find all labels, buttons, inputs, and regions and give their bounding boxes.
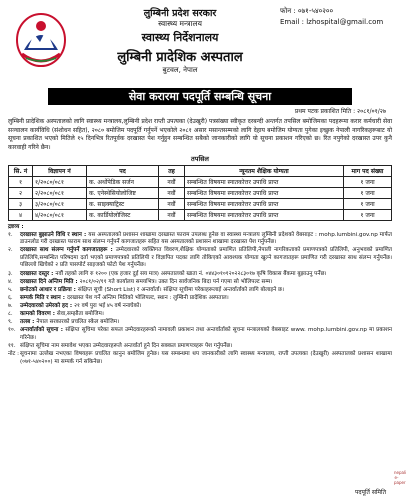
note-text: [20, 287, 392, 295]
table-cell: १ जना: [344, 188, 392, 199]
note-body: २०८१/०२/११ गते कार्यालय समयभित्र। उक्त दिन सार्वजनिक बिदा पर्न गएमा सो भोलिपल्ट सम्म।: [79, 278, 273, 285]
table-cell: सम्बन्धित विषयमा स्नातकोत्तर उपाधि प्राप्त: [185, 210, 344, 221]
note-heading: छनोटको आधार र प्रक्रिया :: [20, 286, 78, 293]
note-heading: सम्पर्क मिति र स्थान :: [20, 294, 67, 301]
note-number: ६.: [8, 294, 13, 301]
intro-paragraph: लुम्बिनी प्रादेशिक अस्पतालको लागि स्वास्थ्य मन्त्रालय,लुम्बिनी प्रदेश राप्ती उपत्यका (देउखुरी) पत्रसंख्या स्वीकृत दरबन्दी अन्तर्गत तपसिल बमोजिमका पदहरूमा करार कर्मचारी सेवा सञ्चालन कार्यविधि (संशोधन सहित), २०८० बमोजिम पदपूर्ति गर्नुपर्ने भएकोले २०८१ असार मसान्तसम्मको लागि देहाय बमोजिम योग्यता पुगेका इच्छुक नेपाली नागरिकहरूबाट यो सूचना प्रकाशित भएको मितिले १५ दिनभित्र रितपूर्वक दरखास्त पेश गर्नुहुन सम्बन्धित सबैको जानकारीको लागि यो सूचना प्रकाशन गरिएको छ। रित नपुगेको दरखास्त उपर कुनै कारवाही गरिने छैन।: [8, 118, 392, 151]
note-number: ७.: [8, 302, 13, 309]
note-number: २.: [8, 247, 13, 254]
table-cell: १ जना: [344, 210, 392, 221]
contact-info: [280, 6, 390, 28]
col-header: सि. नं: [9, 166, 33, 177]
table-cell: ३/२०८०/०८१: [33, 199, 87, 210]
table-header-row: [9, 166, 392, 177]
header: [8, 4, 392, 88]
note-text: [20, 327, 392, 342]
note-item: [8, 271, 392, 279]
note-body: संक्षिप्त सूचिमा परेका सफल उम्मेदवारहरूको नामावली प्रकाशन तथा अन्तर्वार्ताको सूचना मन्त्रालयको वेबसाइट www. mohp.lumbini.gov.np मा प्रकाशन गरिनेछ।: [20, 327, 392, 341]
note-number: १.: [8, 231, 13, 238]
note-item: [8, 295, 392, 303]
note-body: उम्मेदवारको व्यक्तिगत विवरण,शैक्षिक योग्यताको प्रमाणित प्रतिलिपी,नेपाली नागरिकताको प्रमाणपत्रको प्रतिलिपी, अनुभवको प्रमाणित प्रतिलिपि,सम्बन्धित परिषदमा दर्ता भएको प्रमाणपत्रको प्रतिलिपी र विज्ञापित पदका लागि तोकिएको आवश्यक योग्यता खुल्ने कागजातहरू प्रमाणित गरी दरखास्त साथ संलग्न गर्नुपर्नेछ। पछिल्लो खिचेको २ प्रति पासपोर्ट साइजको फोटो पेश गर्नुपर्नेछ।: [20, 247, 392, 269]
note-heading: कामको विवरण :: [20, 311, 57, 318]
note-item: [8, 303, 392, 311]
note-number: ९.: [8, 319, 13, 326]
note-body: संक्षिप्त सूची (Short List) र अन्तर्वार्ता। संक्षिप्त सूचीमा परेकाहरूलाई अन्तर्वार्ताको लागि बोलाइने छ।: [77, 286, 285, 293]
table-caption: तपसिल: [191, 155, 209, 163]
hospital-name: लुम्बिनी प्रादेशिक अस्पताल: [117, 50, 243, 65]
note-heading: दरखास्त दिने अन्तिम मिति :: [20, 278, 80, 285]
note-text: [20, 232, 392, 247]
table-cell: सम्बन्धित विषयमा स्नातकोत्तर उपाधि प्राप्त: [185, 199, 344, 210]
vacancy-table: [8, 165, 392, 221]
table-cell: क. कार्डियोलोजिस्ट: [87, 210, 159, 221]
notes-section: [8, 224, 392, 366]
note-text: [20, 247, 392, 270]
col-header: तह: [159, 166, 185, 177]
note-text: [20, 343, 392, 351]
table-row: [9, 210, 392, 221]
note-item: [8, 279, 392, 287]
note-body: नेपाल सरकारको प्रचलित स्केल बमोजिम।: [36, 319, 120, 326]
table-cell: ४: [9, 210, 33, 221]
note-heading: दरखास्त दस्तुर :: [20, 270, 56, 277]
gov-name: लुम्बिनी प्रदेश सरकार: [143, 8, 217, 19]
table-cell: सम्बन्धित विषयमा स्नातकोत्तर उपाधि प्राप्त: [185, 188, 344, 199]
note-number: ११.: [8, 342, 16, 349]
nepal-emblem-icon: [14, 10, 68, 68]
notes-list: [8, 232, 392, 367]
note-body: २१ वर्ष पुरा भई ४५ वर्ष ननाघेको।: [74, 302, 142, 309]
table-row: [9, 199, 392, 210]
notice-title: सेवा करारमा पदपूर्ति सम्बन्धि सूचना: [48, 88, 352, 105]
table-cell: नवौं: [159, 210, 185, 221]
table-cell: ३: [9, 199, 33, 210]
notes-heading: द्रष्टव्य :: [8, 224, 24, 230]
table-cell: १ जना: [344, 199, 392, 210]
table-cell: क. अर्थोपेडिक सर्जन: [87, 177, 159, 188]
table-row: [9, 177, 392, 188]
note-body: नवौं तहको लागि रु १२०० (एक हजार दुई सय मात्र) अस्पतालको खाता नं. ०४४३०१०१२०२२८३०१७ कृषि विकास बैंकमा बुझाउनु पर्नेछ।: [55, 270, 327, 277]
note-body: सेवा,सम्झौता बमोजिम।: [56, 311, 104, 318]
table-cell: नवौं: [159, 199, 185, 210]
note-item: [8, 287, 392, 295]
table-cell: १ जना: [344, 177, 392, 188]
table-cell: २: [9, 188, 33, 199]
note-text: [20, 295, 392, 303]
directorate-name: स्वास्थ्य निर्देशनालय: [141, 31, 219, 44]
publish-date: प्रथम पटक प्रकाशित मिति : २०८१/०१/२७: [294, 108, 386, 115]
phone-text: फोन : ०७१-५४०२००: [280, 7, 334, 15]
note-body: दरखास्त पेश गर्ने अन्तिम मितिको भोलिपल्ट, स्थान : लुम्बिनी प्रादेशिक अस्पताल।: [66, 294, 229, 301]
note-number: १०.: [8, 327, 16, 334]
table-cell: नवौं: [159, 188, 185, 199]
table-cell: ४/२०८०/०८१: [33, 210, 87, 221]
note-heading: उम्मेदवारको उमेरको हद :: [20, 302, 75, 309]
note-text: [20, 303, 392, 311]
note-text: [20, 311, 392, 319]
note-text: [20, 319, 392, 327]
note-body: संक्षिप्त सूचिमा नाम समावेश भएका उम्मेदवारहरूले अन्तर्वार्ता हुने दिन सक्कल प्रमाणपत्रहरू पेश गर्नुपर्नेछ।: [20, 342, 233, 349]
note-text: [20, 279, 392, 287]
table-cell: १/२०८०/०८१: [33, 177, 87, 188]
note-number: ३.: [8, 270, 13, 277]
ministry-name: स्वास्थ्य मन्त्रालय: [158, 19, 202, 28]
note-heading: दरखास्त साथ संलग्न गर्नुपर्ने कागजातहरू :: [20, 247, 116, 254]
note-text: [20, 271, 392, 279]
note-heading: दरखास्त बुझाउने विधि र स्थान :: [20, 231, 89, 238]
note-item: [8, 311, 392, 319]
note-body: सूचनामा उल्लेख नभएका विषयहरू प्रचलित कानुन बमोजिम हुनेछ। यस सम्बन्धमा थप जानकारीको लागि स्वास्थ्य मन्त्रालय, राप्ती उपत्यका (देउखुरी) अस्पतालको प्रशासन शाखामा (०७१-५४०२००) मा सम्पर्क गर्न सकिनेछ।: [20, 351, 392, 365]
col-header: विज्ञापन नं: [33, 166, 87, 177]
note-heading: तलब :: [20, 319, 37, 326]
table-cell: २/२०८०/०८१: [33, 188, 87, 199]
note-number: ५.: [8, 286, 13, 293]
note-text: [20, 351, 392, 366]
note-number: नोट :: [8, 351, 20, 357]
note-number: ४.: [8, 278, 13, 285]
table-cell: नवौं: [159, 177, 185, 188]
table-cell: १: [9, 177, 33, 188]
note-item: [8, 319, 392, 327]
note-item: [8, 351, 392, 366]
note-item: [8, 343, 392, 351]
note-item: [8, 327, 392, 342]
epaper-tag: nepali e-paper: [394, 470, 406, 485]
col-header: माग पद संख्या: [344, 166, 392, 177]
table-cell: क. साइक्याट्रिस्ट: [87, 199, 159, 210]
note-item: [8, 232, 392, 247]
table-cell: क. एनेस्थेसियोलोजिष्ट: [87, 188, 159, 199]
signature-label: पदपूर्ति समिति: [354, 489, 386, 496]
note-heading: अन्तर्वार्ताको सूचना :: [20, 327, 66, 334]
header-titles: [78, 6, 282, 75]
table-cell: सम्बन्धित विषयमा स्नातकोत्तर उपाधि प्राप्त: [185, 177, 344, 188]
note-item: [8, 247, 392, 270]
table-row: [9, 188, 392, 199]
col-header: न्यूनतम शैक्षिक योग्यता: [185, 166, 344, 177]
col-header: पद: [87, 166, 159, 177]
email-text: Email : lzhospital@gmail.com: [280, 18, 384, 26]
note-number: ८.: [8, 311, 13, 318]
note-body: यस अस्पतालको प्रशासन शाखामा दरखास्त फाराम उपलब्ध हुनेछ वा स्वास्थ्य मन्त्रालय लुम्बिनी प्रदेशको वेबसाइट : mohp.lumbini.gov.np मार्फत डाउनलोड गरी दरखास्त फाराम साथ संलग्न गर्नुपर्ने कागजातहरू सहित यस अस्पतालको प्रशासन शाखामा दरखास्त पेश गर्नुपर्नेछ।: [20, 231, 392, 246]
hospital-location: बुटवल, नेपाल: [162, 66, 198, 74]
